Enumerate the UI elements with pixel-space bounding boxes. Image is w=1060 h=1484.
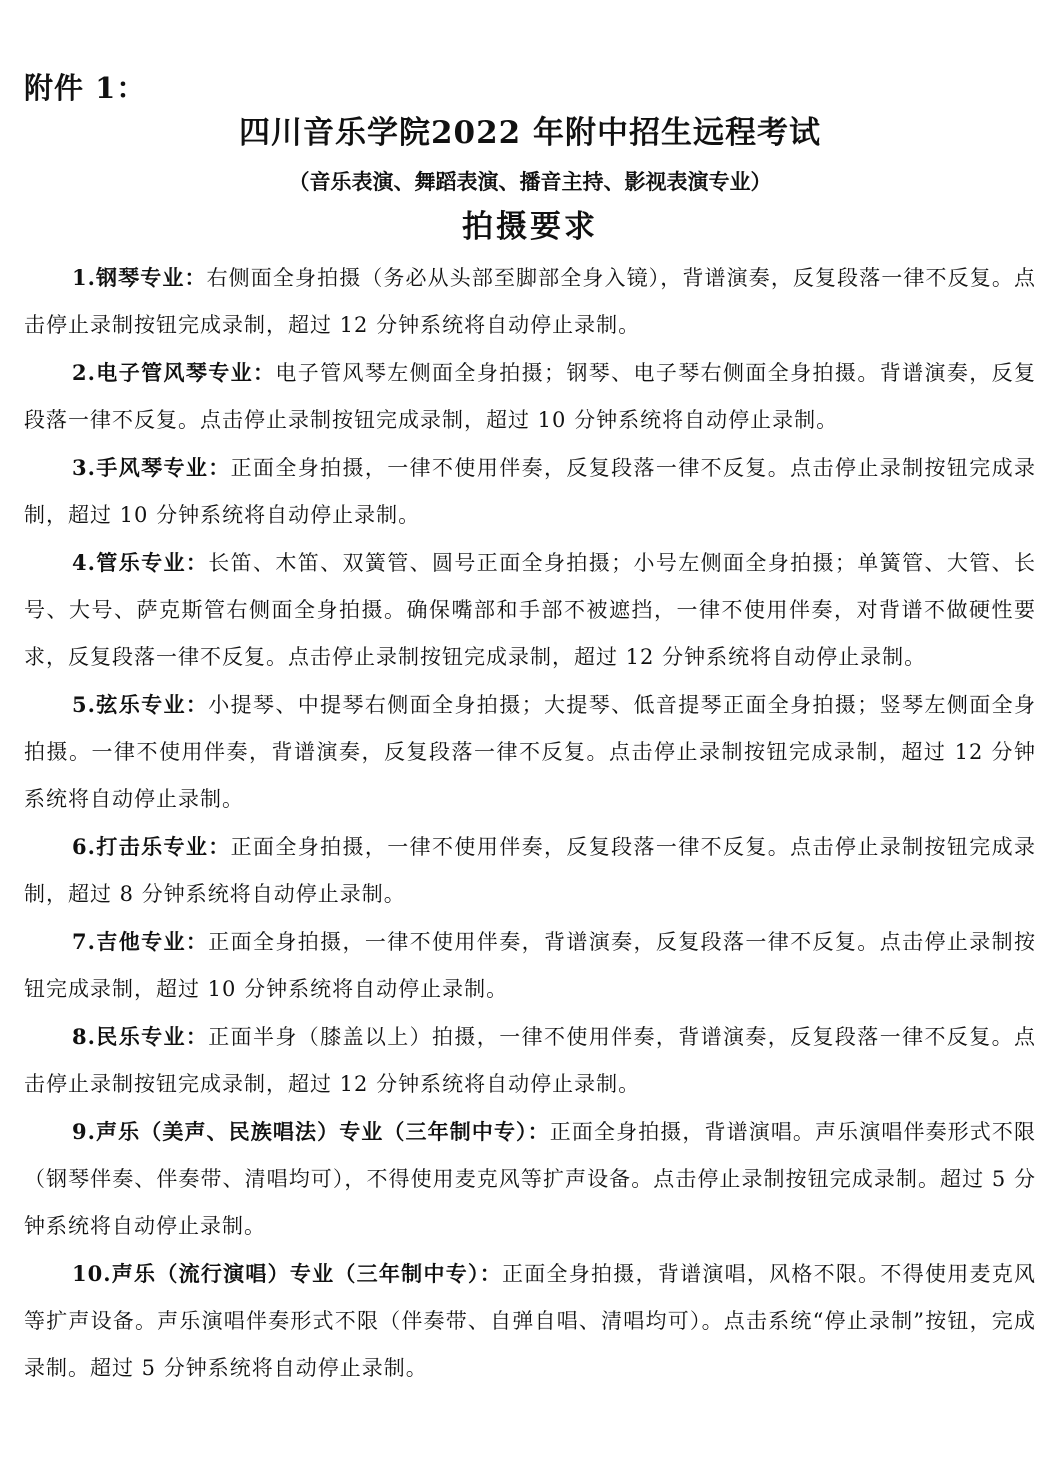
requirement-label: 2.电子管风琴专业： <box>72 360 276 385</box>
section-heading: 拍摄要求 <box>462 209 598 245</box>
requirement-vocal-classical-folk <box>24 1108 1036 1250</box>
requirement-text: 电子管风琴左侧面全身拍摄；钢琴、电子琴右侧面全身拍摄。背谱演奏，反复段落一律不反复。点击停止录制按钮完成录制，超过 10 分钟系统将自动停止录制。 <box>24 361 1036 432</box>
requirement-label: 1.钢琴专业： <box>72 265 207 290</box>
requirement-piano <box>24 254 1036 349</box>
requirement-guitar <box>24 918 1036 1013</box>
requirement-accordion <box>24 444 1036 539</box>
requirement-string-instruments <box>24 681 1036 823</box>
requirement-text: 正面全身拍摄，一律不使用伴奏，背谱演奏，反复段落一律不反复。点击停止录制按钮完成录制，超过 10 分钟系统将自动停止录制。 <box>24 930 1036 1001</box>
document-subtitle: （音乐表演、舞蹈表演、播音主持、影视表演专业） <box>288 169 772 194</box>
requirement-text: 正面全身拍摄，背谱演唱。声乐演唱伴奏形式不限（钢琴伴奏、伴奏带、清唱均可），不得使用麦克风等扩声设备。点击停止录制按钮完成录制。超过 5 分钟系统将自动停止录制。 <box>24 1120 1036 1238</box>
requirement-label: 10.声乐（流行演唱）专业（三年制中专）： <box>72 1261 502 1286</box>
requirement-text: 正面全身拍摄，一律不使用伴奏，反复段落一律不反复。点击停止录制按钮完成录制，超过 8 分钟系统将自动停止录制。 <box>24 835 1036 906</box>
requirement-label: 8.民乐专业： <box>72 1024 209 1049</box>
requirement-label: 9.声乐（美声、民族唱法）专业（三年制中专）： <box>72 1119 550 1144</box>
requirement-text: 长笛、木笛、双簧管、圆号正面全身拍摄；小号左侧面全身拍摄；单簧管、大管、长号、大号、萨克斯管右侧面全身拍摄。确保嘴部和手部不被遮挡，一律不使用伴奏，对背谱不做硬性要求，反复段落一律不反复。点击停止录制按钮完成录制，超过 12 分钟系统将自动停止录制。 <box>24 551 1036 669</box>
requirements-list <box>24 254 1036 1392</box>
requirement-label: 7.吉他专业： <box>72 929 209 954</box>
requirement-text: 小提琴、中提琴右侧面全身拍摄；大提琴、低音提琴正面全身拍摄；竖琴左侧面全身拍摄。一律不使用伴奏，背谱演奏，反复段落一律不反复。点击停止录制按钮完成录制，超过 12 分钟系统将自动停止录制。 <box>24 693 1036 811</box>
attachment-label: 附件 1： <box>24 71 147 105</box>
requirement-text: 正面全身拍摄，背谱演唱，风格不限。不得使用麦克风等扩声设备。声乐演唱伴奏形式不限（伴奏带、自弹自唱、清唱均可）。点击系统“停止录制”按钮，完成录制。超过 5 分钟系统将自动停止录制。 <box>24 1262 1036 1380</box>
requirement-vocal-pop <box>24 1250 1036 1392</box>
requirement-electronic-organ <box>24 349 1036 444</box>
requirement-text: 正面全身拍摄，一律不使用伴奏，反复段落一律不反复。点击停止录制按钮完成录制，超过 10 分钟系统将自动停止录制。 <box>24 456 1036 527</box>
requirement-wind-instruments <box>24 539 1036 681</box>
requirement-label: 4.管乐专业： <box>72 550 209 575</box>
requirement-text: 右侧面全身拍摄（务必从头部至脚部全身入镜），背谱演奏，反复段落一律不反复。点击停止录制按钮完成录制，超过 12 分钟系统将自动停止录制。 <box>24 266 1036 337</box>
requirement-text: 正面半身（膝盖以上）拍摄，一律不使用伴奏，背谱演奏，反复段落一律不反复。点击停止录制按钮完成录制，超过 12 分钟系统将自动停止录制。 <box>24 1025 1036 1096</box>
requirement-label: 3.手风琴专业： <box>72 455 231 480</box>
requirement-label: 6.打击乐专业： <box>72 834 231 859</box>
document-title: 四川音乐学院2022 年附中招生远程考试 <box>238 115 822 151</box>
requirement-folk-music <box>24 1013 1036 1108</box>
requirement-percussion <box>24 823 1036 918</box>
requirement-label: 5.弦乐专业： <box>72 692 209 717</box>
